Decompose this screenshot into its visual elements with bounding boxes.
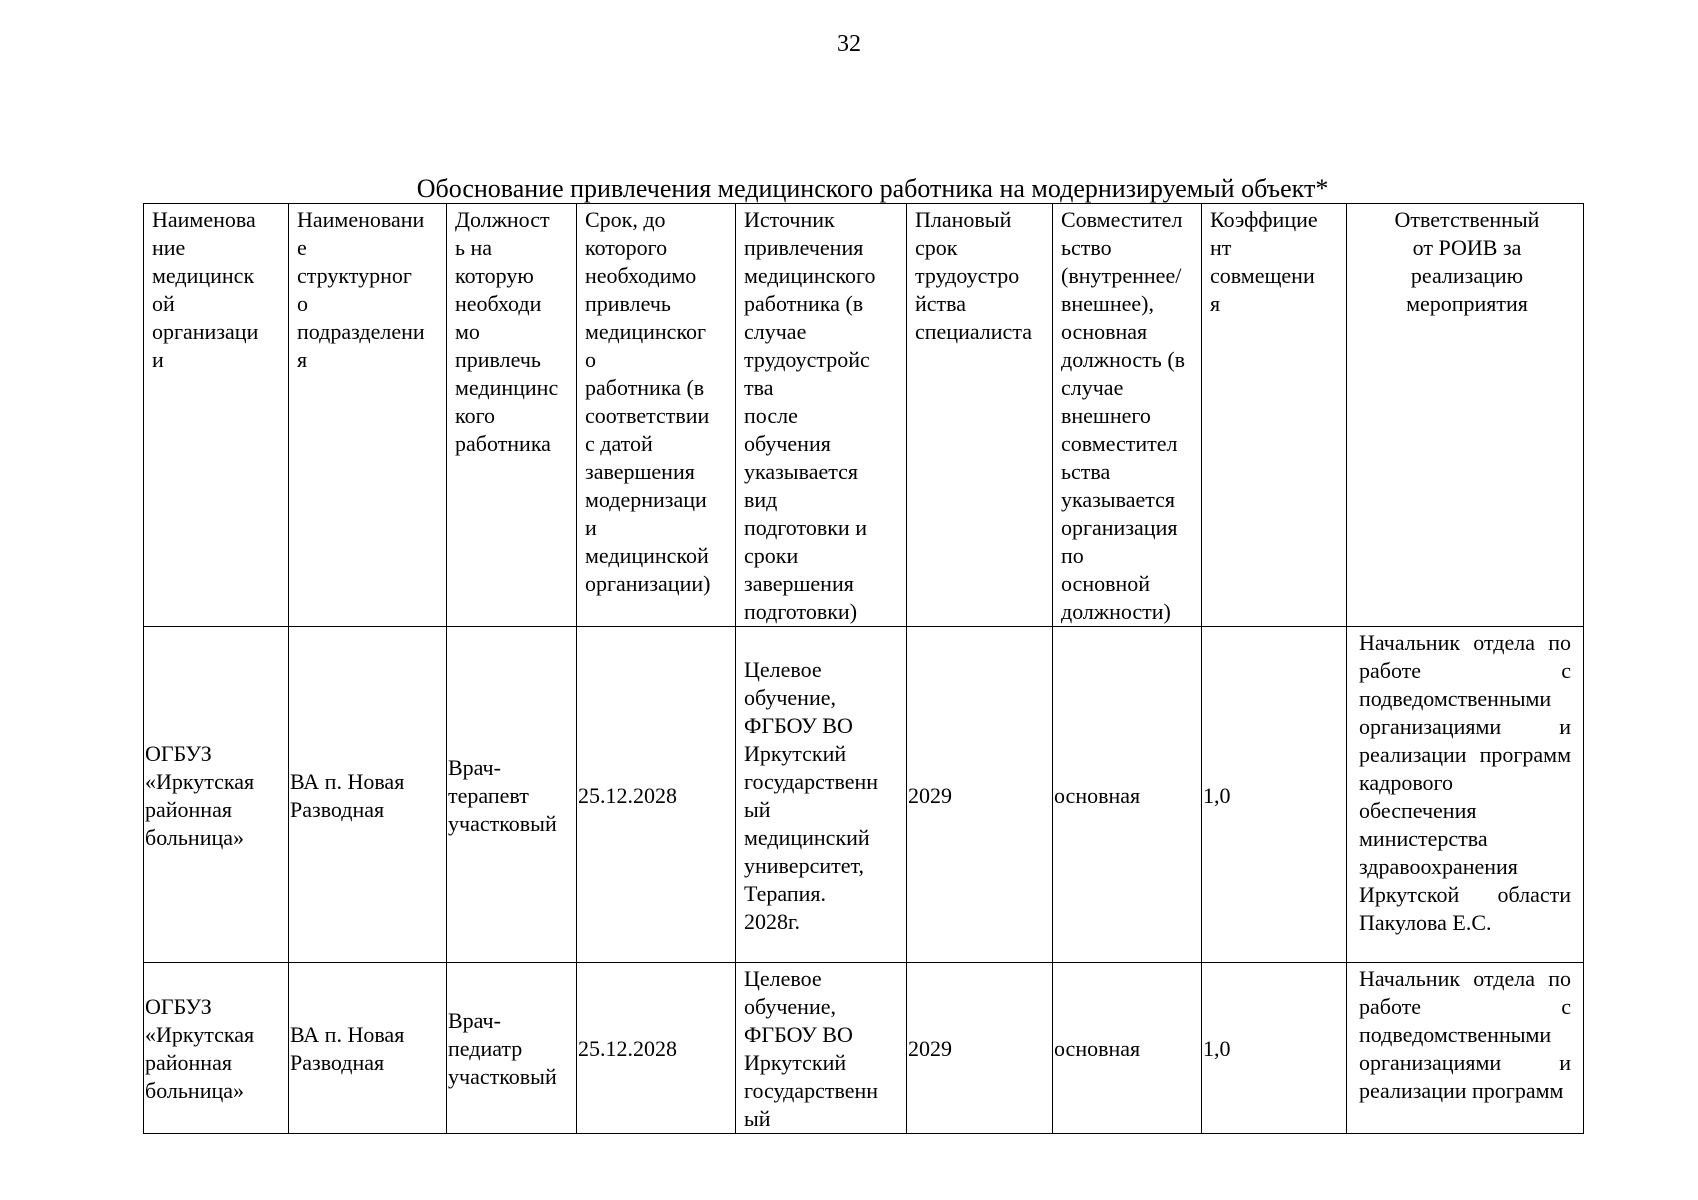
cell-combination: основная (1053, 963, 1202, 1134)
column-header-planned-term: Плановый срок трудоустро йства специалиста (907, 204, 1053, 627)
column-header-position: Должност ь на которую необходи мо привлечь мединцинс кого работника (447, 204, 577, 627)
column-header-combination: Совместител ьство (внутреннее/ внешнее), основная должность (в случае внешнего совместител ьства указывается организация по основной должности) (1053, 204, 1202, 627)
page-number: 32 (837, 31, 861, 57)
staffing-table (143, 203, 1584, 1134)
column-header-deadline: Срок, до которого необходимо привлечь медицинског о работника (в соответствии с датой завершения модернизаци и медицинской организации) (577, 204, 736, 627)
cell-subdivision: ВА п. Новая Разводная (289, 963, 447, 1134)
cell-planned-term: 2029 (907, 963, 1053, 1134)
cell-deadline: 25.12.2028 (577, 627, 736, 963)
cell-combination: основная (1053, 627, 1202, 963)
cell-responsible: Начальник отдела по работе с подведомственными организациями и реализации программ кадрового обеспечения министерства здравоохранения Иркутской области Пакулова Е.С. (1347, 627, 1584, 963)
column-header-subdivision: Наименовани е структурног о подразделени я (289, 204, 447, 627)
document-title: Обоснование привлечения медицинского работника на модернизируемый объект* (416, 174, 1329, 203)
cell-organization: ОГБУЗ «Иркутская районная больница» (144, 627, 289, 963)
cell-coefficient: 1,0 (1202, 627, 1347, 963)
column-header-responsible: Ответственный от РОИВ за реализацию мероприятия (1347, 204, 1584, 627)
cell-position: Врач- терапевт участковый (447, 627, 577, 963)
cell-responsible: Начальник отдела по работе с подведомственными организациями и реализации программ (1347, 963, 1584, 1134)
column-header-coefficient: Коэффицие нт совмещени я (1202, 204, 1347, 627)
cell-organization: ОГБУЗ «Иркутская районная больница» (144, 963, 289, 1134)
cell-deadline: 25.12.2028 (577, 963, 736, 1134)
cell-position: Врач- педиатр участковый (447, 963, 577, 1134)
table-row (144, 963, 1584, 1134)
table-row (144, 627, 1584, 963)
column-header-source: Источник привлечения медицинского работника (в случае трудоустройс тва после обучения указывается вид подготовки и сроки завершения подготовки) (736, 204, 907, 627)
table-header-row (144, 204, 1584, 627)
cell-source: Целевое обучение, ФГБОУ ВО Иркутский государственн ый (736, 963, 907, 1134)
cell-coefficient: 1,0 (1202, 963, 1347, 1134)
column-header-organization: Наименова ние медицинск ой организаци и (144, 204, 289, 627)
cell-source: Целевое обучение, ФГБОУ ВО Иркутский государственн ый медицинский университет, Терапия. 2028г. (736, 627, 907, 963)
cell-subdivision: ВА п. Новая Разводная (289, 627, 447, 963)
cell-planned-term: 2029 (907, 627, 1053, 963)
